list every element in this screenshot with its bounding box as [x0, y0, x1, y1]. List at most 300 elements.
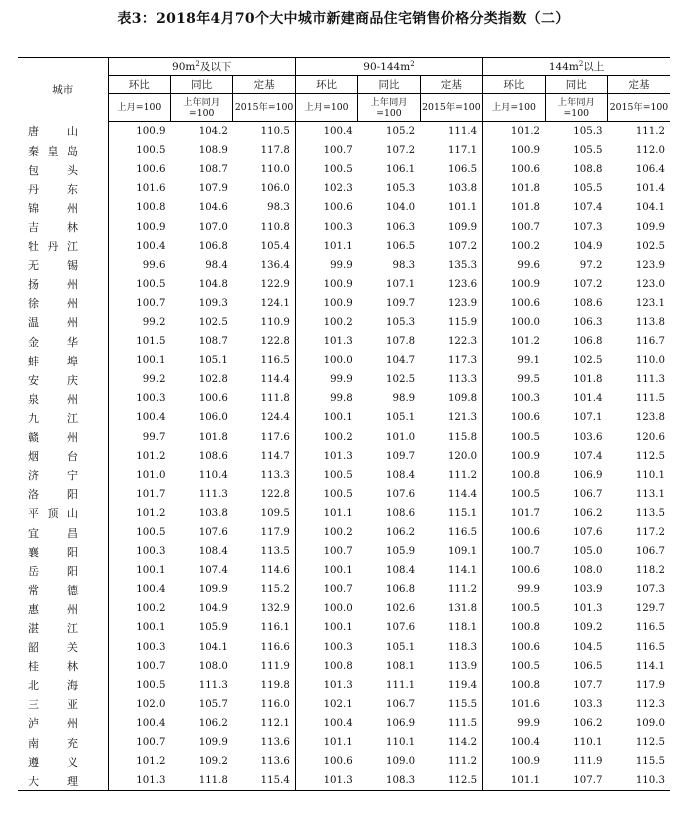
value-cell: 108.9 — [198, 145, 228, 157]
value-cell: 116.0 — [260, 698, 290, 710]
value-cell: 101.4 — [635, 183, 665, 195]
table-row — [18, 198, 670, 217]
city-name: 秦皇岛 — [28, 144, 78, 158]
value-cell: 111.3 — [198, 679, 228, 691]
value-cell: 118.3 — [447, 641, 478, 653]
city-name: 洛阳 — [28, 488, 78, 502]
value-cell: 109.2 — [573, 622, 603, 634]
value-cell: 99.1 — [483, 351, 545, 370]
value-cell: 101.3 — [573, 603, 603, 615]
value-cell: 122.8 — [260, 336, 290, 348]
city-cell — [18, 237, 108, 256]
value-cell: 106.8 — [573, 336, 603, 348]
city-cell — [18, 657, 108, 676]
value-cell: 105.5 — [573, 183, 603, 195]
sub-header-yoy: 同比 — [358, 76, 420, 94]
table-row — [18, 523, 670, 542]
value-cell: 108.7 — [198, 336, 228, 348]
value-cell: 100.6 — [108, 160, 170, 179]
value-cell: 105.1 — [386, 412, 416, 424]
value-cell: 99.9 — [295, 256, 357, 275]
value-cell: 100.5 — [295, 160, 357, 179]
table-row — [18, 618, 670, 637]
value-cell: 110.5 — [260, 126, 290, 138]
group-header-small: $90m^2$及以下 — [108, 58, 295, 76]
value-cell: 117.9 — [260, 527, 290, 539]
value-cell: 100.7 — [295, 542, 357, 561]
city-cell — [18, 504, 108, 523]
value-cell: 122.8 — [260, 488, 290, 500]
value-cell: 100.5 — [295, 466, 357, 485]
value-cell: 100.6 — [295, 198, 357, 217]
table-row — [18, 275, 670, 294]
value-cell: 102.5 — [386, 374, 416, 386]
city-name: 泸州 — [28, 717, 78, 731]
value-cell: 101.5 — [108, 332, 170, 351]
value-cell: 100.1 — [295, 618, 357, 637]
value-cell: 111.8 — [260, 393, 290, 405]
value-cell: 106.1 — [386, 164, 416, 176]
value-cell: 107.7 — [573, 679, 603, 691]
value-cell: 123.1 — [635, 297, 665, 309]
value-cell: 111.2 — [447, 756, 478, 768]
value-cell: 101.1 — [295, 237, 357, 256]
value-cell: 103.9 — [573, 584, 603, 596]
value-cell: 114.6 — [260, 565, 290, 577]
value-cell: 101.8 — [573, 374, 603, 386]
value-cell: 135.3 — [447, 259, 478, 271]
value-cell: 100.6 — [483, 294, 545, 313]
sub-header-fixed-base: 定基 — [420, 76, 482, 94]
table-row — [18, 122, 670, 142]
value-cell: 111.9 — [573, 756, 603, 768]
value-cell: 100.7 — [108, 657, 170, 676]
value-cell: 111.5 — [447, 717, 478, 729]
table-row — [18, 447, 670, 466]
value-cell: 100.2 — [483, 237, 545, 256]
value-cell: 100.5 — [483, 599, 545, 618]
value-cell: 101.7 — [483, 504, 545, 523]
city-cell — [18, 599, 108, 618]
value-cell: 100.3 — [295, 638, 357, 657]
value-cell: 101.2 — [108, 504, 170, 523]
value-cell: 103.8 — [447, 183, 478, 195]
value-cell: 100.7 — [483, 217, 545, 236]
value-cell: 115.4 — [233, 771, 295, 791]
value-cell: 100.2 — [295, 523, 357, 542]
city-name: 唐山 — [28, 125, 78, 139]
value-cell: 101.3 — [295, 447, 357, 466]
value-cell: 99.2 — [108, 313, 170, 332]
table-row — [18, 408, 670, 427]
value-cell: 106.5 — [386, 240, 416, 252]
value-cell: 121.3 — [447, 412, 478, 424]
value-cell: 113.3 — [447, 374, 478, 386]
value-cell: 115.5 — [635, 756, 665, 768]
value-cell: 100.5 — [295, 485, 357, 504]
value-cell: 112.3 — [635, 698, 665, 710]
city-name: 赣州 — [28, 431, 78, 445]
value-cell: 105.3 — [386, 183, 416, 195]
value-cell: 100.4 — [108, 714, 170, 733]
value-cell: 113.8 — [635, 316, 665, 328]
value-cell: 114.1 — [635, 660, 665, 672]
value-cell: 99.9 — [295, 370, 357, 389]
value-cell: 101.1 — [483, 771, 545, 791]
city-cell — [18, 542, 108, 561]
value-cell: 109.0 — [635, 717, 665, 729]
table-row — [18, 752, 670, 771]
base-last-month: 上月=100 — [483, 94, 545, 122]
city-cell — [18, 275, 108, 294]
value-cell: 122.9 — [260, 278, 290, 290]
city-cell — [18, 618, 108, 637]
table-row — [18, 428, 670, 447]
value-cell: 110.1 — [386, 737, 416, 749]
value-cell: 100.7 — [483, 542, 545, 561]
city-name: 大理 — [28, 774, 78, 788]
value-cell: 101.6 — [483, 695, 545, 714]
city-name: 平顶山 — [28, 507, 78, 521]
value-cell: 102.1 — [295, 695, 357, 714]
sub-header-mom: 环比 — [108, 76, 170, 94]
value-cell: 109.9 — [198, 584, 228, 596]
value-cell: 98.9 — [392, 393, 416, 405]
value-cell: 104.2 — [198, 126, 228, 138]
table-row — [18, 466, 670, 485]
value-cell: 129.7 — [635, 603, 665, 615]
table-row — [18, 179, 670, 198]
sub-header-fixed-base: 定基 — [233, 76, 295, 94]
value-cell: 109.1 — [447, 546, 478, 558]
value-cell: 123.9 — [447, 297, 478, 309]
city-name: 吉林 — [28, 221, 78, 235]
value-cell: 100.4 — [295, 714, 357, 733]
table-row — [18, 141, 670, 160]
value-cell: 106.5 — [573, 660, 603, 672]
value-cell: 100.3 — [108, 389, 170, 408]
value-cell: 100.6 — [198, 393, 228, 405]
city-name: 南充 — [28, 736, 78, 750]
value-cell: 101.2 — [108, 447, 170, 466]
value-cell: 101.2 — [483, 332, 545, 351]
value-cell: 108.4 — [386, 469, 416, 481]
value-cell: 113.6 — [260, 737, 290, 749]
value-cell: 98.3 — [392, 259, 416, 271]
value-cell: 100.1 — [295, 561, 357, 580]
value-cell: 108.3 — [358, 771, 420, 791]
value-cell: 106.9 — [386, 717, 416, 729]
value-cell: 99.2 — [108, 370, 170, 389]
value-cell: 107.3 — [635, 584, 665, 596]
value-cell: 107.8 — [386, 336, 416, 348]
city-cell — [18, 256, 108, 275]
city-cell — [18, 408, 108, 427]
value-cell: 104.9 — [198, 603, 228, 615]
value-cell: 111.2 — [447, 584, 478, 596]
table-row — [18, 294, 670, 313]
value-cell: 107.1 — [573, 412, 603, 424]
value-cell: 110.1 — [635, 469, 665, 481]
value-cell: 100.8 — [483, 676, 545, 695]
table-body — [18, 122, 670, 791]
value-cell: 100.4 — [108, 237, 170, 256]
city-cell — [18, 447, 108, 466]
value-cell: 109.0 — [386, 756, 416, 768]
city-name: 济宁 — [28, 469, 78, 483]
city-name: 桂林 — [28, 660, 78, 674]
value-cell: 109.8 — [447, 393, 478, 405]
value-cell: 104.7 — [386, 355, 416, 367]
city-name: 湛江 — [28, 621, 78, 635]
value-cell: 115.1 — [447, 507, 478, 519]
value-cell: 112.5 — [420, 771, 482, 791]
table-row — [18, 351, 670, 370]
city-name: 北海 — [28, 679, 78, 693]
value-cell: 107.2 — [573, 278, 603, 290]
value-cell: 113.9 — [447, 660, 478, 672]
value-cell: 114.7 — [260, 450, 290, 462]
city-name: 丹东 — [28, 182, 78, 196]
value-cell: 105.7 — [198, 698, 228, 710]
value-cell: 114.2 — [447, 737, 478, 749]
value-cell: 106.0 — [260, 183, 290, 195]
value-cell: 118.1 — [447, 622, 478, 634]
city-name: 九江 — [28, 411, 78, 425]
value-cell: 99.6 — [108, 256, 170, 275]
value-cell: 100.5 — [108, 676, 170, 695]
value-cell: 106.3 — [573, 316, 603, 328]
value-cell: 107.4 — [573, 450, 603, 462]
value-cell: 105.9 — [386, 546, 416, 558]
value-cell: 114.4 — [447, 488, 478, 500]
value-cell: 117.6 — [260, 431, 290, 443]
city-cell — [18, 523, 108, 542]
table-row — [18, 599, 670, 618]
value-cell: 106.2 — [573, 507, 603, 519]
value-cell: 100.9 — [108, 122, 170, 142]
city-cell — [18, 733, 108, 752]
value-cell: 108.6 — [573, 297, 603, 309]
value-cell: 100.9 — [483, 752, 545, 771]
value-cell: 100.3 — [108, 638, 170, 657]
value-cell: 101.3 — [295, 676, 357, 695]
value-cell: 105.5 — [573, 145, 603, 157]
value-cell: 105.3 — [573, 126, 603, 138]
value-cell: 100.3 — [483, 389, 545, 408]
value-cell: 100.5 — [108, 523, 170, 542]
value-cell: 106.2 — [386, 527, 416, 539]
value-cell: 106.4 — [635, 164, 665, 176]
value-cell: 123.9 — [635, 259, 665, 271]
value-cell: 100.7 — [108, 733, 170, 752]
value-cell: 109.9 — [447, 221, 478, 233]
value-cell: 102.5 — [198, 316, 228, 328]
value-cell: 117.8 — [260, 145, 290, 157]
value-cell: 100.2 — [108, 599, 170, 618]
table-row — [18, 657, 670, 676]
value-cell: 100.5 — [483, 485, 545, 504]
city-name: 蚌埠 — [28, 354, 78, 368]
value-cell: 117.9 — [635, 679, 665, 691]
table-row — [18, 561, 670, 580]
value-cell: 100.3 — [108, 542, 170, 561]
table-row — [18, 771, 670, 791]
page-title: 表3：2018年4月70个大中城市新建商品住宅销售价格分类指数（二） — [117, 11, 570, 27]
city-cell — [18, 370, 108, 389]
value-cell: 99.9 — [483, 714, 545, 733]
value-cell: 100.6 — [295, 752, 357, 771]
value-cell: 100.9 — [295, 275, 357, 294]
value-cell: 116.5 — [635, 622, 665, 634]
sub-header-mom: 环比 — [483, 76, 545, 94]
value-cell: 100.6 — [483, 561, 545, 580]
value-cell: 120.6 — [635, 431, 665, 443]
table-row — [18, 256, 670, 275]
city-cell — [18, 141, 108, 160]
value-cell: 120.0 — [447, 450, 478, 462]
value-cell: 109.3 — [198, 297, 228, 309]
value-cell: 113.5 — [260, 546, 290, 558]
value-cell: 106.7 — [386, 698, 416, 710]
value-cell: 116.5 — [635, 641, 665, 653]
city-cell — [18, 771, 108, 791]
value-cell: 104.1 — [635, 202, 665, 214]
city-name: 扬州 — [28, 278, 78, 292]
city-name: 包头 — [28, 163, 78, 177]
value-cell: 100.8 — [483, 618, 545, 637]
value-cell: 105.1 — [386, 641, 416, 653]
value-cell: 109.7 — [386, 450, 416, 462]
value-cell: 107.2 — [386, 145, 416, 157]
value-cell: 112.0 — [635, 145, 665, 157]
value-cell: 117.2 — [635, 527, 665, 539]
value-cell: 104.0 — [386, 202, 416, 214]
group-header-large: $144m^2$以上 — [483, 58, 670, 76]
table-row — [18, 695, 670, 714]
value-cell: 131.8 — [447, 603, 478, 615]
table-row — [18, 217, 670, 236]
value-cell: 113.6 — [260, 756, 290, 768]
city-name: 烟台 — [28, 450, 78, 464]
value-cell: 106.8 — [386, 584, 416, 596]
value-cell: 102.6 — [386, 603, 416, 615]
value-cell: 100.4 — [295, 122, 357, 142]
table-row — [18, 733, 670, 752]
base-same-month-last-year: 上年同月=100 — [170, 94, 232, 122]
city-cell — [18, 332, 108, 351]
value-cell: 100.9 — [108, 217, 170, 236]
table-row — [18, 542, 670, 561]
city-cell — [18, 714, 108, 733]
value-cell: 104.1 — [198, 641, 228, 653]
table-row — [18, 580, 670, 599]
table-header — [18, 58, 670, 122]
value-cell: 108.4 — [198, 546, 228, 558]
city-name: 金华 — [28, 335, 78, 349]
value-cell: 107.1 — [386, 278, 416, 290]
city-cell — [18, 561, 108, 580]
value-cell: 109.2 — [198, 756, 228, 768]
value-cell: 109.7 — [386, 297, 416, 309]
value-cell: 99.6 — [483, 256, 545, 275]
value-cell: 107.3 — [573, 221, 603, 233]
value-cell: 100.0 — [295, 599, 357, 618]
city-name: 常德 — [28, 583, 78, 597]
table-row — [18, 160, 670, 179]
value-cell: 105.4 — [260, 240, 290, 252]
city-column-header: 城市 — [18, 58, 108, 122]
table-row — [18, 638, 670, 657]
city-name: 襄阳 — [28, 545, 78, 559]
value-cell: 100.1 — [108, 618, 170, 637]
value-cell: 104.9 — [573, 240, 603, 252]
city-name: 遵义 — [28, 755, 78, 769]
value-cell: 101.8 — [198, 431, 228, 443]
value-cell: 100.1 — [108, 561, 170, 580]
price-index-table — [18, 57, 670, 791]
sub-header-yoy: 同比 — [170, 76, 232, 94]
city-cell — [18, 695, 108, 714]
city-cell — [18, 160, 108, 179]
base-2015: 2015年=100 — [233, 94, 295, 122]
value-cell: 102.8 — [198, 374, 228, 386]
value-cell: 117.1 — [447, 145, 478, 157]
value-cell: 100.4 — [108, 580, 170, 599]
value-cell: 104.5 — [573, 641, 603, 653]
value-cell: 110.0 — [635, 355, 665, 367]
value-cell: 112.5 — [635, 450, 665, 462]
value-cell: 113.5 — [635, 507, 665, 519]
value-cell: 101.1 — [447, 202, 478, 214]
value-cell: 101.6 — [108, 179, 170, 198]
value-cell: 100.8 — [483, 466, 545, 485]
city-name: 温州 — [28, 316, 78, 330]
table-row — [18, 714, 670, 733]
city-cell — [18, 428, 108, 447]
base-2015: 2015年=100 — [420, 94, 482, 122]
value-cell: 108.8 — [573, 164, 603, 176]
value-cell: 115.2 — [260, 584, 290, 596]
value-cell: 100.6 — [483, 160, 545, 179]
value-cell: 100.4 — [483, 733, 545, 752]
value-cell: 100.9 — [483, 275, 545, 294]
city-cell — [18, 752, 108, 771]
value-cell: 101.1 — [295, 733, 357, 752]
value-cell: 110.0 — [260, 164, 290, 176]
value-cell: 105.9 — [198, 622, 228, 634]
city-cell — [18, 466, 108, 485]
value-cell: 99.8 — [295, 389, 357, 408]
value-cell: 104.8 — [198, 278, 228, 290]
table-row — [18, 313, 670, 332]
value-cell: 106.0 — [198, 412, 228, 424]
value-cell: 100.5 — [108, 141, 170, 160]
table-row — [18, 504, 670, 523]
value-cell: 116.5 — [260, 355, 290, 367]
city-cell — [18, 580, 108, 599]
value-cell: 102.0 — [108, 695, 170, 714]
value-cell: 106.5 — [447, 164, 478, 176]
value-cell: 107.4 — [573, 202, 603, 214]
value-cell: 99.9 — [483, 580, 545, 599]
value-cell: 100.0 — [295, 351, 357, 370]
value-cell: 102.3 — [295, 179, 357, 198]
value-cell: 111.8 — [170, 771, 232, 791]
value-cell: 106.3 — [386, 221, 416, 233]
value-cell: 98.3 — [267, 202, 290, 214]
city-cell — [18, 179, 108, 198]
